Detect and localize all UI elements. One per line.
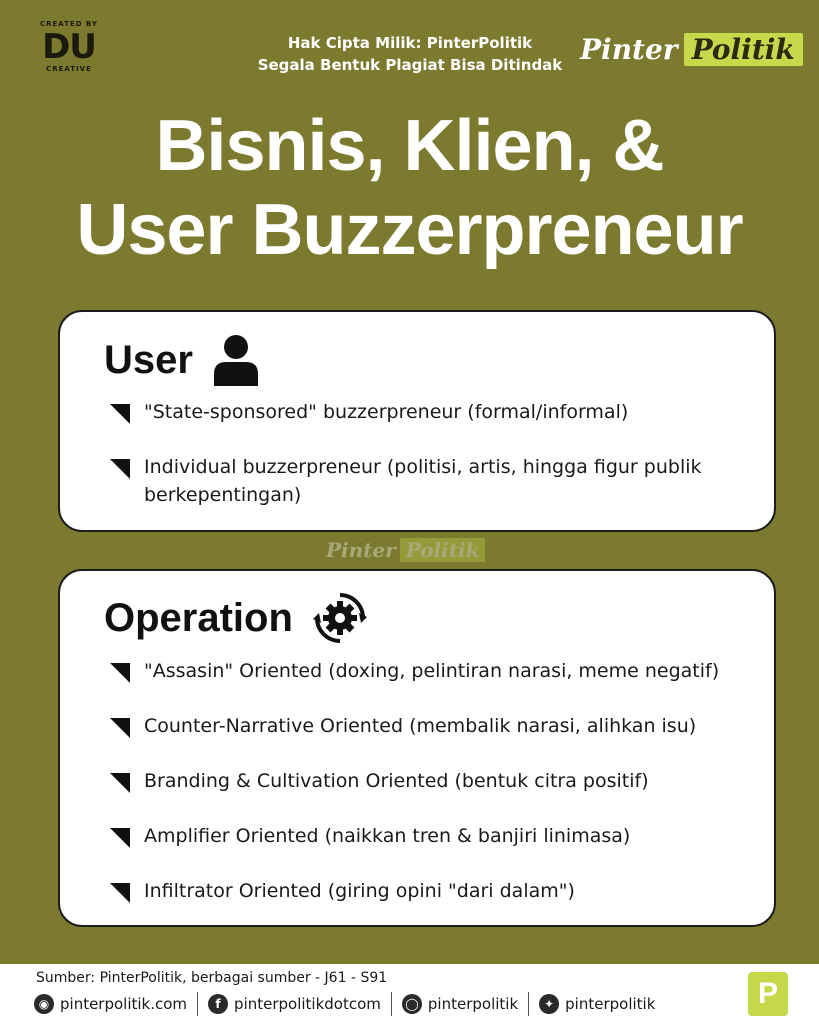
brand-part-2: Politik bbox=[684, 33, 803, 66]
list-item-text: Amplifier Oriented (naikkan tren & banjiri linimasa) bbox=[144, 825, 631, 847]
divider bbox=[528, 992, 529, 1016]
du-logo-bottom-text: CREATIVE bbox=[46, 65, 92, 73]
gear-cycle-icon bbox=[313, 591, 367, 645]
list-item bbox=[110, 712, 744, 740]
pinterpolitik-badge: P bbox=[748, 972, 788, 1016]
divider bbox=[391, 992, 392, 1016]
user-heading: User bbox=[104, 337, 193, 382]
bullet-icon bbox=[110, 828, 130, 848]
user-card-header bbox=[104, 334, 259, 386]
social-facebook[interactable] bbox=[208, 994, 381, 1014]
facebook-icon: f bbox=[208, 994, 228, 1014]
list-item bbox=[110, 398, 744, 426]
list-item-text: Infiltrator Oriented (giring opini "dari dalam") bbox=[144, 880, 575, 902]
list-item-text: Individual buzzerpreneur (politisi, artis, hingga figur publik berkepentingan) bbox=[144, 456, 702, 506]
copyright-notice bbox=[240, 32, 580, 76]
bullet-icon bbox=[110, 459, 130, 479]
pinterpolitik-watermark bbox=[326, 536, 485, 564]
divider bbox=[197, 992, 198, 1016]
social-instagram-label: pinterpolitik bbox=[427, 995, 519, 1013]
pinterpolitik-logo bbox=[580, 30, 803, 68]
du-creative-logo bbox=[36, 20, 102, 78]
list-item-text: Branding & Cultivation Oriented (bentuk citra positif) bbox=[144, 770, 649, 792]
user-card bbox=[58, 310, 776, 532]
source-line bbox=[36, 970, 387, 986]
list-item bbox=[110, 453, 744, 509]
copyright-line-1: Hak Cipta Milik: PinterPolitik bbox=[287, 34, 533, 52]
social-instagram[interactable] bbox=[402, 994, 518, 1014]
page-title bbox=[0, 104, 819, 272]
list-item-text: Counter-Narrative Oriented (membalik narasi, alihkan isu) bbox=[144, 715, 697, 737]
operation-heading: Operation bbox=[104, 595, 293, 640]
title-line-1: Bisnis, Klien, & bbox=[155, 106, 664, 186]
watermark-part-2: Politik bbox=[400, 538, 486, 562]
social-twitter[interactable] bbox=[539, 994, 655, 1014]
source-text: PinterPolitik, berbagai sumber - J61 - S91 bbox=[99, 970, 388, 986]
bullet-icon bbox=[110, 773, 130, 793]
bullet-icon bbox=[110, 718, 130, 738]
copyright-line-2: Segala Bentuk Plagiat Bisa Ditindak bbox=[257, 56, 563, 74]
twitter-icon: ✦ bbox=[539, 994, 559, 1014]
operation-card-header bbox=[104, 591, 367, 645]
social-website-label: pinterpolitik.com bbox=[60, 995, 188, 1013]
du-logo-top-text: CREATED BY bbox=[39, 20, 98, 28]
bullet-icon bbox=[110, 663, 130, 683]
watermark-part-1: Pinter bbox=[326, 538, 396, 562]
social-website[interactable] bbox=[34, 994, 187, 1014]
source-label: Sumber: bbox=[36, 970, 96, 986]
social-facebook-label: pinterpolitikdotcom bbox=[234, 995, 381, 1013]
globe-icon: ◉ bbox=[34, 994, 54, 1014]
instagram-icon: ◯ bbox=[402, 994, 422, 1014]
person-icon bbox=[213, 334, 259, 386]
list-item bbox=[110, 877, 744, 905]
social-twitter-label: pinterpolitik bbox=[565, 995, 656, 1013]
list-item bbox=[110, 657, 744, 685]
footer bbox=[0, 964, 819, 1024]
social-links bbox=[34, 991, 655, 1017]
list-item bbox=[110, 822, 744, 850]
title-line-2: User Buzzerpreneur bbox=[76, 190, 743, 270]
bullet-icon bbox=[110, 883, 130, 903]
operation-card bbox=[58, 569, 776, 927]
du-logo-mark: DU bbox=[42, 27, 96, 67]
list-item-text: "Assasin" Oriented (doxing, pelintiran narasi, meme negatif) bbox=[144, 660, 720, 682]
bullet-icon bbox=[110, 404, 130, 424]
list-item bbox=[110, 767, 744, 795]
brand-part-1: Pinter bbox=[580, 32, 678, 66]
list-item-text: "State-sponsored" buzzerpreneur (formal/informal) bbox=[144, 401, 629, 423]
